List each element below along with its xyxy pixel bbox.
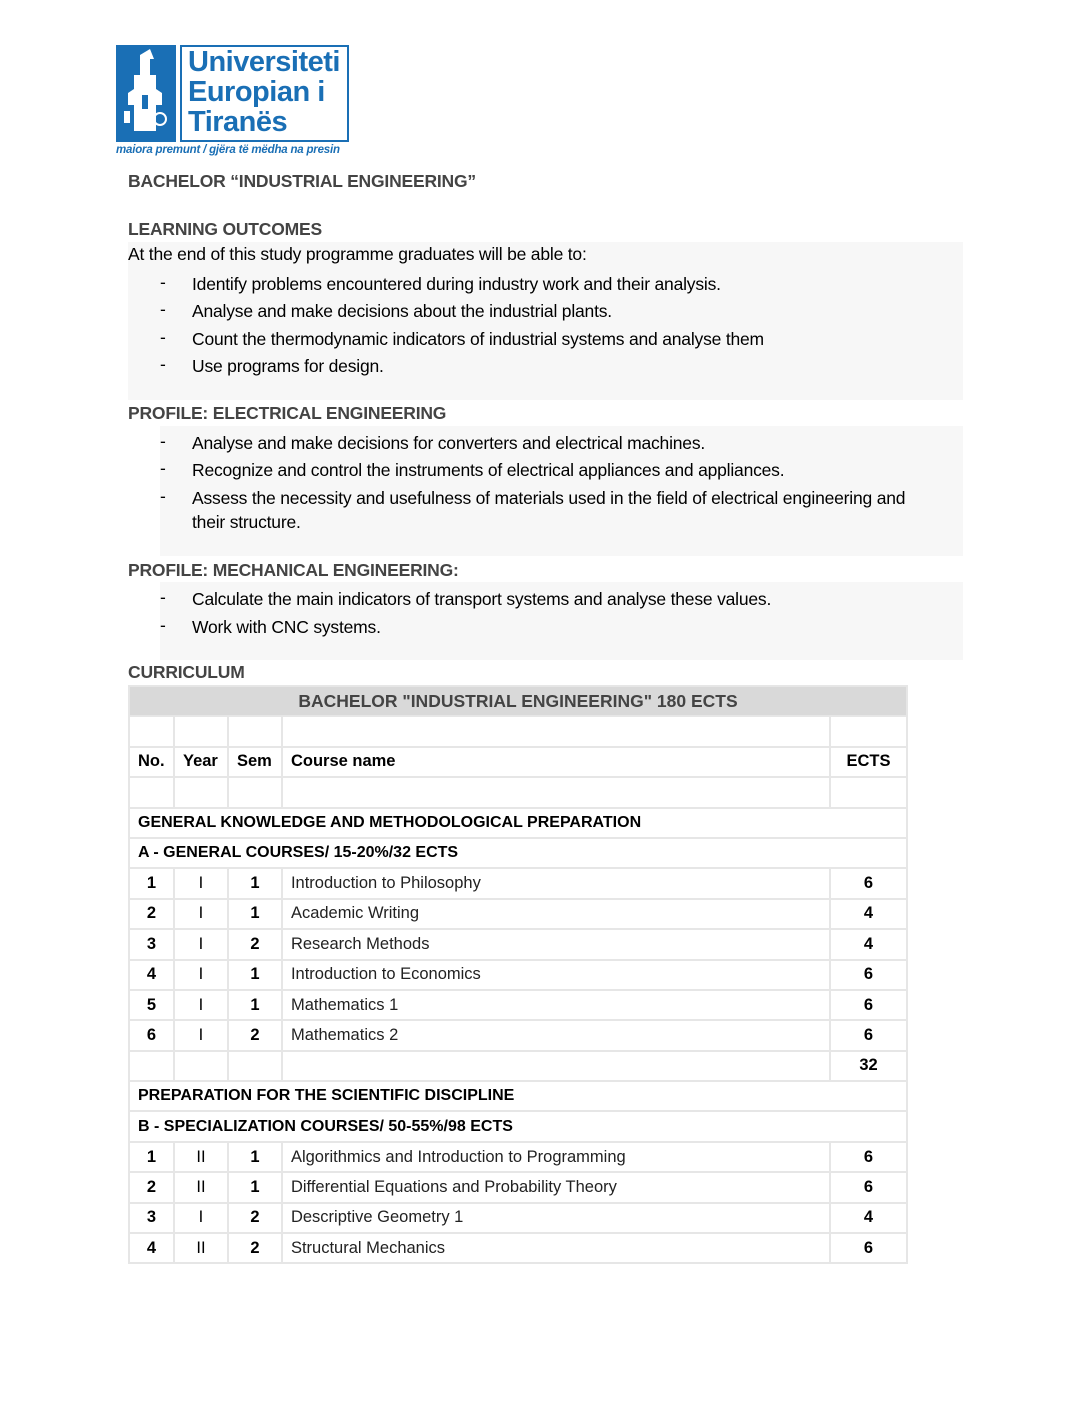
group-total-row [129, 1051, 907, 1081]
profile-electrical-heading: PROFILE: ELECTRICAL ENGINEERING [128, 403, 447, 423]
course-sem: 1 [228, 899, 282, 929]
course-no: 3 [129, 1203, 174, 1233]
course-ects: 4 [830, 899, 907, 929]
course-ects: 6 [830, 990, 907, 1020]
list-item-text: Analyse and make decisions about the industrial plants. [192, 301, 612, 321]
course-ects: 6 [830, 1233, 907, 1263]
course-sem: 1 [228, 1142, 282, 1172]
course-name: Research Methods [282, 929, 830, 959]
course-name: Structural Mechanics [282, 1233, 830, 1263]
group-row [129, 1111, 907, 1141]
course-year: I [174, 929, 228, 959]
table-header-row [129, 747, 907, 777]
column-header-sem: Sem [228, 747, 282, 777]
course-no: 1 [129, 868, 174, 898]
table-row [129, 929, 907, 959]
column-header-no: No. [129, 747, 174, 777]
table-title: BACHELOR "INDUSTRIAL ENGINEERING" 180 ECTS [129, 686, 907, 716]
course-year: II [174, 1142, 228, 1172]
list-item-text: Analyse and make decisions for converters and electrical machines. [192, 433, 706, 453]
table-row [129, 1172, 907, 1202]
logo-text-line-3: Tiranës [188, 106, 288, 138]
course-no: 3 [129, 929, 174, 959]
table-title-row [129, 686, 907, 716]
course-name: Mathematics 1 [282, 990, 830, 1020]
table-row [129, 1203, 907, 1233]
course-name: Mathematics 2 [282, 1020, 830, 1050]
table-spacer-row [129, 716, 907, 746]
course-no: 6 [129, 1020, 174, 1050]
table-row [129, 1142, 907, 1172]
course-year: II [174, 1172, 228, 1202]
logo-motto: maiora premunt / gjëra të mëdha na presin [116, 144, 340, 156]
course-ects: 6 [830, 960, 907, 990]
course-year: I [174, 1020, 228, 1050]
course-name: Descriptive Geometry 1 [282, 1203, 830, 1233]
table-row [129, 868, 907, 898]
list-item-text: Count the thermodynamic indicators of industrial systems and analyse them [192, 329, 764, 349]
list-item-text: Assess the necessity and usefulness of materials used in the field of electrical engineering and their structure. [192, 488, 906, 532]
curriculum-heading: CURRICULUM [128, 662, 245, 682]
bullet-dash: - [160, 486, 166, 506]
course-sem: 2 [228, 1020, 282, 1050]
column-header-course-name: Course name [282, 747, 830, 777]
profile-mechanical-heading: PROFILE: MECHANICAL ENGINEERING: [128, 560, 459, 580]
bullet-dash: - [160, 354, 166, 374]
course-year: I [174, 868, 228, 898]
course-sem: 2 [228, 1203, 282, 1233]
column-header-year: Year [174, 747, 228, 777]
course-ects: 4 [830, 929, 907, 959]
bullet-dash: - [160, 327, 166, 347]
group-a-total: 32 [830, 1051, 907, 1081]
course-sem: 1 [228, 868, 282, 898]
course-no: 5 [129, 990, 174, 1020]
course-no: 1 [129, 1142, 174, 1172]
table-row [129, 1020, 907, 1050]
course-no: 4 [129, 1233, 174, 1263]
course-ects: 4 [830, 1203, 907, 1233]
university-logo [116, 45, 349, 157]
section-general-label: GENERAL KNOWLEDGE AND METHODOLOGICAL PREPARATION [129, 808, 907, 838]
course-year: I [174, 960, 228, 990]
group-a-label: A - GENERAL COURSES/ 15-20%/32 ECTS [129, 838, 907, 868]
course-ects: 6 [830, 1020, 907, 1050]
list-item-text: Identify problems encountered during industry work and their analysis. [192, 274, 721, 294]
table-row [129, 960, 907, 990]
course-name: Introduction to Economics [282, 960, 830, 990]
bullet-dash: - [160, 431, 166, 451]
learning-outcomes-intro: At the end of this study programme graduates will be able to: [128, 244, 587, 264]
bullet-dash: - [160, 587, 166, 607]
bullet-dash: - [160, 299, 166, 319]
logo-text-line-2: Europian i [188, 76, 325, 108]
list-item-text: Calculate the main indicators of transport systems and analyse these values. [192, 589, 772, 609]
course-name: Algorithmics and Introduction to Programming [282, 1142, 830, 1172]
table-spacer-row [129, 777, 907, 807]
column-header-ects: ECTS [830, 747, 907, 777]
course-no: 4 [129, 960, 174, 990]
course-year: I [174, 899, 228, 929]
bullet-dash: - [160, 458, 166, 478]
list-item-text: Recognize and control the instruments of electrical appliances and appliances. [192, 460, 785, 480]
page-title: BACHELOR “INDUSTRIAL ENGINEERING” [128, 171, 476, 191]
table-row [129, 899, 907, 929]
course-name: Academic Writing [282, 899, 830, 929]
course-no: 2 [129, 899, 174, 929]
table-row [129, 1233, 907, 1263]
course-ects: 6 [830, 1172, 907, 1202]
course-name: Introduction to Philosophy [282, 868, 830, 898]
bullet-dash: - [160, 615, 166, 635]
section-row [129, 1081, 907, 1111]
course-year: II [174, 1233, 228, 1263]
course-sem: 2 [228, 929, 282, 959]
curriculum-table [128, 685, 908, 1264]
group-row [129, 838, 907, 868]
list-item-text: Work with CNC systems. [192, 617, 381, 637]
list-item-text: Use programs for design. [192, 356, 384, 376]
course-ects: 6 [830, 868, 907, 898]
learning-outcomes-heading: LEARNING OUTCOMES [128, 219, 322, 239]
logo-text-line-1: Universiteti [188, 46, 340, 78]
course-sem: 1 [228, 990, 282, 1020]
course-year: I [174, 1203, 228, 1233]
section-row [129, 808, 907, 838]
section-scientific-label: PREPARATION FOR THE SCIENTIFIC DISCIPLINE [129, 1081, 907, 1111]
course-ects: 6 [830, 1142, 907, 1172]
course-no: 2 [129, 1172, 174, 1202]
course-sem: 2 [228, 1233, 282, 1263]
course-year: I [174, 990, 228, 1020]
table-row [129, 990, 907, 1020]
course-name: Differential Equations and Probability Theory [282, 1172, 830, 1202]
group-b-label: B - SPECIALIZATION COURSES/ 50-55%/98 ECTS [129, 1111, 907, 1141]
course-sem: 1 [228, 960, 282, 990]
bullet-dash: - [160, 272, 166, 292]
course-sem: 1 [228, 1172, 282, 1202]
tower-emblem-icon [116, 45, 176, 142]
